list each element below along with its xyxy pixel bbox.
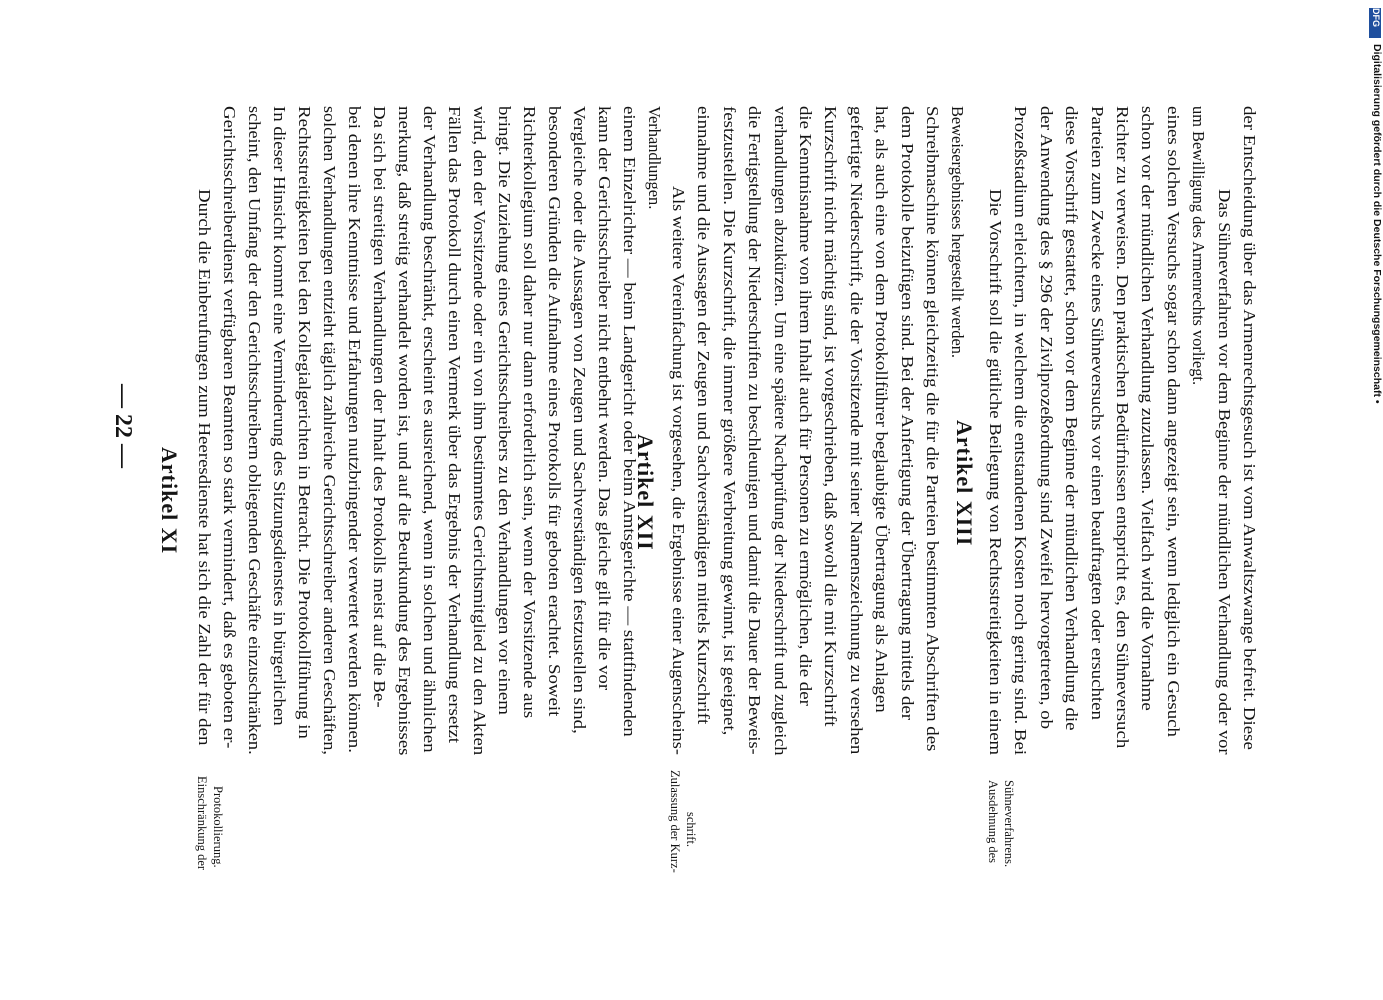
text-line: kann der Gerichtsschreiber nicht entbehrt werden. Das gleiche gilt für die vor — [595, 106, 614, 691]
text-line: Prozeßstadium erleichtern, in welchem die entstandenen Kosten noch gering sind. Bei — [1011, 106, 1031, 756]
text-line: dem Protokolle beizufügen sind. Bei der Anfertigung der Übertragung mittels der — [897, 106, 917, 721]
text-line: Richterkollegium soll daher nur dann erforderlich sein, wenn der Vorsitzende aus — [520, 106, 539, 719]
text-line: Das Sühneverfahren vor dem Beginne der mündlichen Verhandlung oder vor — [1214, 189, 1234, 755]
page-number: — 22 — — [110, 384, 136, 468]
text-line: eines solchen Versuchs sogar schon dann angezeigt sein, wenn lediglich ein Gesuch — [1163, 106, 1183, 737]
digitization-credit: Digitalisierung gefördert durch die Deutsche Forschungsgemeinschaft • — [1371, 44, 1383, 404]
text-line: bei denen ihre Kenntnisse und Erfahrungen nutzbringender verwertet werden können. — [345, 106, 364, 753]
text-line: Vergleiche oder die Aussagen von Zeugen und Sachverständigen festzustellen sind, — [570, 106, 589, 734]
text-line: Rechtsstreitigkeiten bei den Kollegialgerichten in Betracht. Die Protokollführung in — [295, 106, 314, 739]
text-line: Die Vorschrift soll die gütliche Beilegung von Rechtsstreitigkeiten in einem — [986, 189, 1005, 756]
text-line: scheint, den Umfang der den Gerichtsschreibern obliegenden Geschäfte einzuschränken. — [245, 106, 264, 755]
text-line: Durch die Einberufungen zum Heeresdienste hat sich die Zahl der für den — [195, 189, 214, 746]
text-line: hat, als auch eine von dem Protokollführer beglaubigte Übertragung als Anlagen — [872, 106, 892, 713]
text-line: besonderen Gründen die Aufnahme eines Protokolls für geboten erachtet. Soweit — [545, 106, 564, 717]
text-line: einnahme und die Aussagen der Zeugen und Sachverständigen mittels Kurzschrift — [694, 106, 714, 725]
margin-note-line: Einschränkung der — [195, 776, 209, 871]
margin-note-line: Sühneverfahrens. — [1002, 780, 1016, 868]
margin-note-line: Protokollierung. — [211, 786, 225, 868]
text-line: bringt. Die Zuziehung eines Gerichtsschreibers zu den Verhandlungen vor einem — [495, 106, 514, 715]
text-line: die Fertigstellung der Niederschriften zu beschleunigen und damit die Dauer der Beweis- — [745, 106, 765, 755]
text-line: um Bewilligung des Armenrechts vorliegt. — [1189, 106, 1209, 386]
text-line: der Verhandlung beschränkt, erscheint es ausreichend, wenn in solchen und ähnlichen — [420, 106, 439, 753]
text-line: Richter zu verweisen. Den praktischen Bedürfnissen entspricht es, den Sühneversuch — [1113, 106, 1132, 749]
text-line: In dieser Hinsicht kommt eine Verminderung des Sitzungsdienstes in bürgerlichen — [270, 106, 289, 726]
text-line: merkung, daß streitig verhandelt worden ist, und auf die Beurkundung des Ergebnisses — [395, 106, 414, 756]
text-line: Als weitere Vereinfachung ist vorgesehen, die Ergebnisse einer Augenscheins- — [669, 186, 688, 755]
text-line: diese Vorschrift gestattet, schon vor dem Beginne der mündlichen Verhandlung die — [1062, 106, 1082, 731]
text-line: solchen Verhandlungen entzieht täglich zahlreiche Gerichtsschreiber anderen Geschäften, — [320, 106, 339, 755]
text-line: Gerichtsschreiberdienst verfügbaren Beamten so stark vermindert, daß es geboten er- — [220, 106, 239, 749]
text-line: wird, den der Vorsitzende oder ein von ihm bestimmtes Gerichtsmitglied zu den Akten — [470, 106, 489, 756]
text-line: einem Einzelrichter — beim Landgericht oder beim Amtsgerichte — stattfindenden — [620, 106, 639, 737]
dfg-logo-text: DFG — [1371, 8, 1381, 27]
text-line: Kurzschrift nicht mächtig sind, ist vorgeschrieben, daß sowohl die mit Kurzschrift — [821, 106, 841, 727]
text-line: Parteien zum Zwecke eines Sühneversuchs vor einen beauftragten oder ersuchten — [1087, 106, 1107, 720]
text-line: schon vor der mündlichen Verhandlung zuzulassen. Vielfach wird die Vornahme — [1138, 106, 1158, 711]
margin-note-line: Ausdehnung des — [986, 780, 1000, 863]
text-line: Verhandlungen. — [645, 106, 664, 210]
margin-note-line: Zulassung der Kurz- — [668, 770, 682, 873]
text-line: Fällen das Protokoll durch einen Vermerk über das Ergebnis der Verhandlung ersetzt — [445, 106, 464, 744]
margin-note-line: schrift. — [684, 812, 698, 848]
text-line: Schreibmaschine können gleichzeitig die für die Parteien bestimmten Abschriften des — [923, 106, 942, 752]
text-line: gefertigte Niederschrift, die der Vorsitzende mit seiner Namenszeichnung zu versehen — [846, 106, 866, 755]
text-line: Beweisergebnisses hergestellt werden. — [948, 106, 968, 359]
dfg-logo — [1369, 8, 1381, 38]
text-line: der Anwendung des § 296 der Zivilprozeßordnung sind Zweifel hervorgetreten, ob — [1036, 106, 1056, 730]
section-heading: Artikel XIII — [952, 420, 977, 547]
text-line: festzustellen. Die Kurzschrift, die immer größere Verbreitung gewinnt, ist geeignet, — [719, 106, 739, 736]
text-line: die Kenntnisnahme von ihrem Inhalt auch für Personen zu ermöglichen, die der — [796, 106, 815, 706]
section-heading: Artikel XI — [157, 447, 182, 555]
text-line: der Entscheidung über das Armenrechtsgesuch ist vom Anwaltszwange befreit. Diese — [1240, 106, 1259, 750]
text-line: verhandlungen abzukürzen. Um eine spätere Nachprüfung der Niederschrift und zugleich — [770, 106, 790, 756]
section-heading: Artikel XII — [633, 434, 658, 551]
text-line: Da sich bei streitigen Verhandlungen der Inhalt des Protokolls meist auf die Be- — [370, 106, 389, 708]
